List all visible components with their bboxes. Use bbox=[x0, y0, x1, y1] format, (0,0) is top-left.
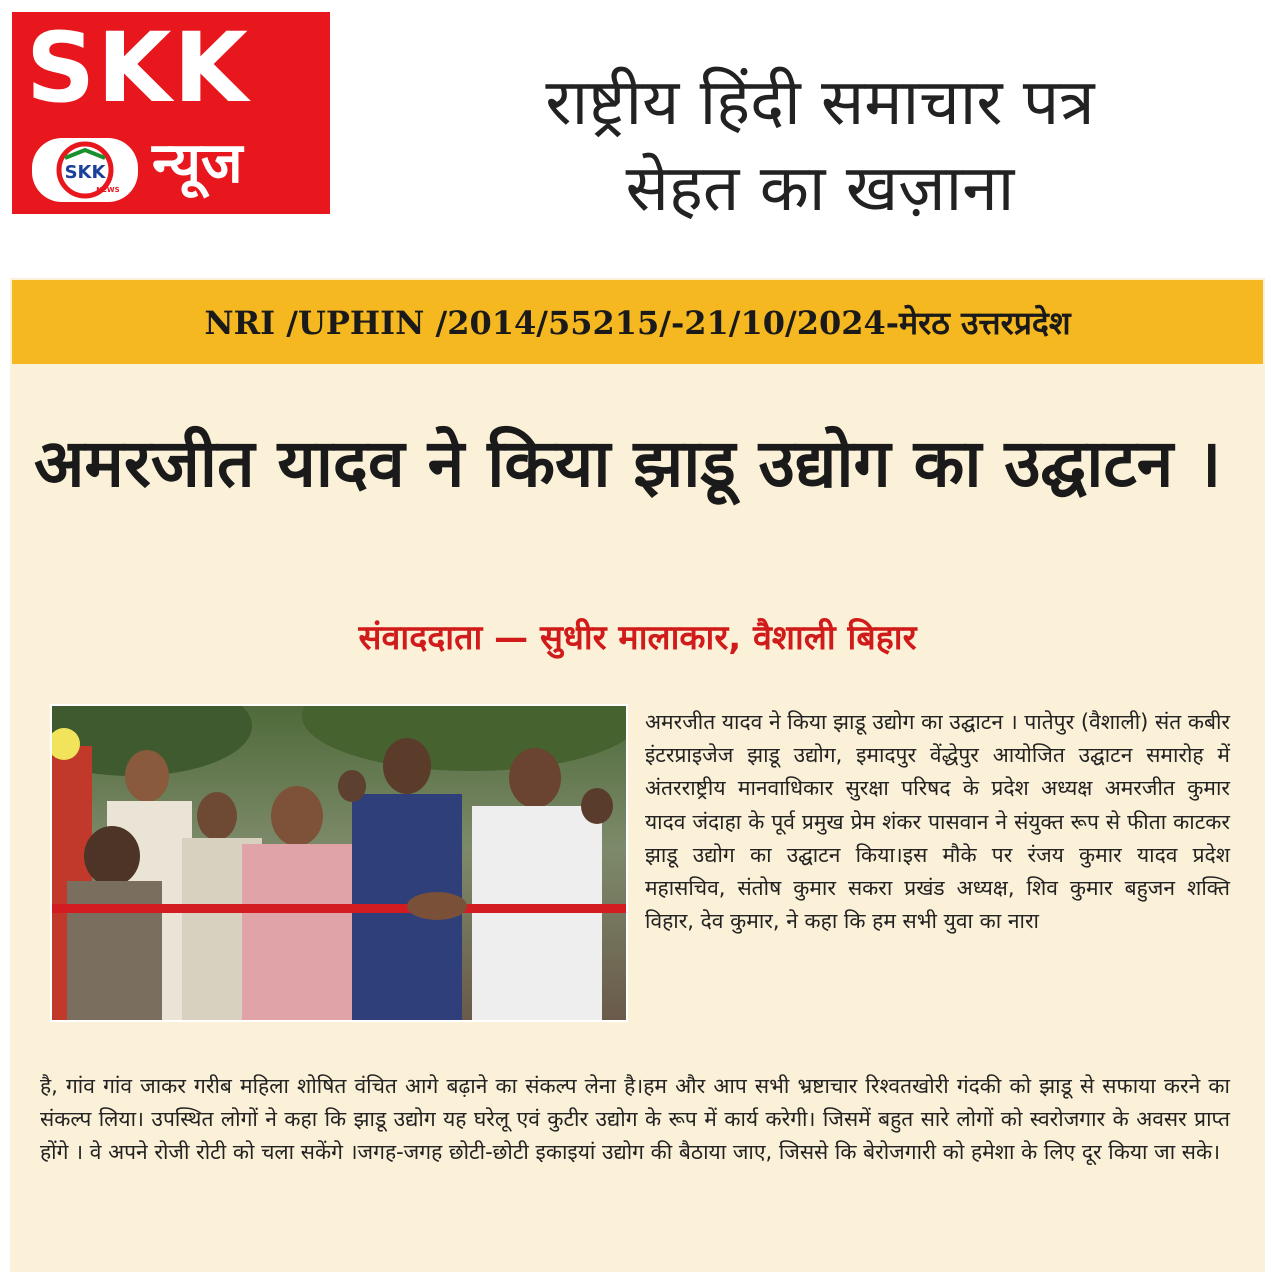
article-headline: अमरजीत यादव ने किया झाडू उद्योग का उद्घाटन । bbox=[34, 425, 1222, 502]
logo-badge-small: NEWS bbox=[96, 186, 120, 194]
registration-bar bbox=[12, 280, 1263, 364]
masthead-title bbox=[420, 60, 1220, 232]
ribbon-cutting-photo bbox=[52, 706, 626, 1020]
article-photo bbox=[50, 704, 628, 1022]
logo-badge-text: SKK bbox=[64, 162, 106, 183]
masthead-line-2: सेहत का खज़ाना bbox=[625, 152, 1015, 226]
article-body-side: अमरजीत यादव ने किया झाडू उद्योग का उद्घाटन । पातेपुर (वैशाली) संत कबीर इंटरप्राइजेज झाडू उद्योग, इमादपुर वेंद्धेपुर आयोजित उद्घाटन समारोह में अंतरराष्ट्रीय मानवाधिकार सुरक्षा परिषद के प्रदेश अध्यक्ष अमरजीत कुमार यादव जंदाहा के पूर्व प्रमुख प्रेम शंकर पासवान ने संयुक्त रूप से फीता काटकर झाडू उद्योग का उद्घाटन किया।इस मौके पर रंजय कुमार यादव प्रदेश महासचिव, संतोष कुमार सकरा प्रखंड अध्यक्ष, शिव कुमार बहुजन शक्ति विहार, देव कुमार, ने कहा कि हम सभी युवा का नारा bbox=[645, 710, 1230, 934]
masthead-line-1: राष्ट्रीय हिंदी समाचार पत्र bbox=[545, 66, 1095, 140]
article-byline: संवाददाता — सुधीर मालाकार, वैशाली बिहार bbox=[358, 618, 917, 658]
logo-news-label: न्यूज bbox=[152, 131, 243, 196]
logo-badge-icon bbox=[30, 136, 140, 204]
article-body-full: है, गांव गांव जाकर गरीब महिला शोषित वंचित आगे बढ़ाने का संकल्प लेना है।हम और आप सभी भ्रष्टाचार रिश्वतखोरी गंदकी को झाडू से सफाया करने का संकल्प लिया। उपस्थित लोगों ने कहा कि झाडू उद्योग यह घरेलू एवं कुटीर उद्योग के रूप में कार्य करेगी। जिसमें बहुत सारे लोगों को स्वरोजगार के अवसर प्राप्त होंगे । वे अपने रोजी रोटी को चला सकेंगे ।जगह-जगह छोटी-छोटी इकाइयां उद्योग की बैठाया जाए, जिससे कि बेरोजगारी को हमेशा के लिए दूर किया जा सके। bbox=[40, 1074, 1230, 1165]
skk-news-logo bbox=[12, 12, 330, 214]
registration-text: NRI /UPHIN /2014/55215/-21/10/2024-मेरठ उत्तरप्रदेश bbox=[204, 303, 1071, 342]
logo-brand: SKK bbox=[26, 12, 250, 124]
